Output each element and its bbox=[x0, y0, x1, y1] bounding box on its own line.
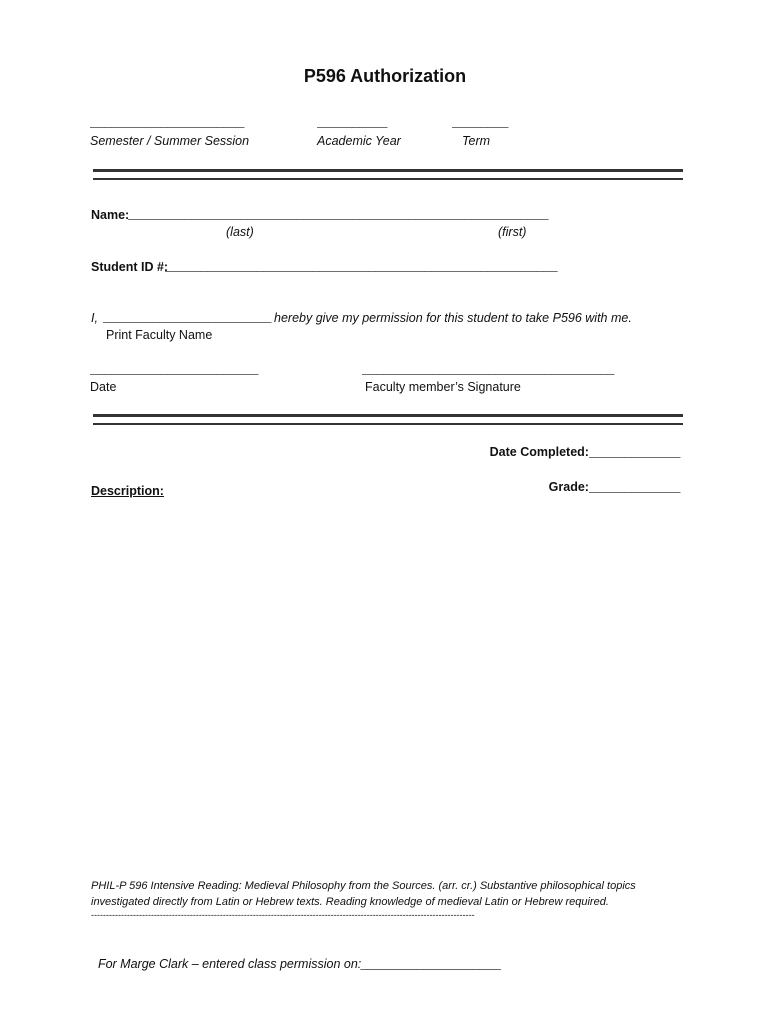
grade-label: Grade: bbox=[548, 480, 589, 494]
marge-note bbox=[91, 943, 501, 972]
name-label: Name: bbox=[91, 208, 130, 222]
date-field[interactable]: ________________________ bbox=[90, 363, 259, 377]
description-label: Description: bbox=[91, 484, 164, 498]
student-id-label: Student ID #: bbox=[91, 260, 169, 274]
print-faculty-name-label: Print Faculty Name bbox=[106, 328, 213, 342]
student-id-field[interactable]: ________________________________________________________ bbox=[165, 260, 558, 274]
date-completed-field[interactable]: _____________ bbox=[588, 446, 680, 460]
last-name-label: (last) bbox=[226, 225, 254, 239]
semester-label: Semester / Summer Session bbox=[90, 134, 250, 148]
dashed-separator: -------------------------------------------------------------------------------------------------------------------------------- bbox=[91, 910, 475, 920]
permission-date-field[interactable]: ____________________ bbox=[361, 958, 502, 972]
faculty-name-field[interactable]: ________________________ bbox=[103, 311, 272, 325]
term-field[interactable]: ________ bbox=[452, 116, 509, 130]
term-label: Term bbox=[462, 134, 491, 148]
double-divider bbox=[93, 169, 683, 180]
signature-label: Faculty member’s Signature bbox=[365, 380, 521, 394]
grade-row bbox=[542, 466, 680, 495]
permission-text: hereby give my permission for this student to take P596 with me. bbox=[274, 311, 632, 325]
grade-field[interactable]: _____________ bbox=[588, 481, 680, 495]
course-note: PHIL-P 596 Intensive Reading: Medieval Philosophy from the Sources. (arr. cr.) Substantive philosophical topics investigated directly from Latin or Hebrew texts. Reading knowledge of medieval Latin or Hebrew required. bbox=[91, 880, 636, 908]
first-name-label: (first) bbox=[498, 225, 527, 239]
permission-prefix: I, bbox=[91, 311, 98, 325]
semester-field[interactable]: ______________________ bbox=[90, 116, 245, 130]
marge-note-text: For Marge Clark – entered class permission on: bbox=[97, 957, 362, 971]
signature-field[interactable]: ____________________________________ bbox=[362, 363, 615, 377]
date-label: Date bbox=[90, 380, 117, 394]
date-completed-label: Date Completed: bbox=[489, 445, 589, 459]
academic-year-field[interactable]: __________ bbox=[317, 116, 388, 130]
date-completed-row bbox=[483, 431, 680, 460]
name-field[interactable]: ____________________________________________________________ bbox=[128, 208, 549, 222]
academic-year-label: Academic Year bbox=[317, 134, 401, 148]
page-title: P596 Authorization bbox=[303, 66, 467, 86]
double-divider bbox=[93, 414, 683, 425]
